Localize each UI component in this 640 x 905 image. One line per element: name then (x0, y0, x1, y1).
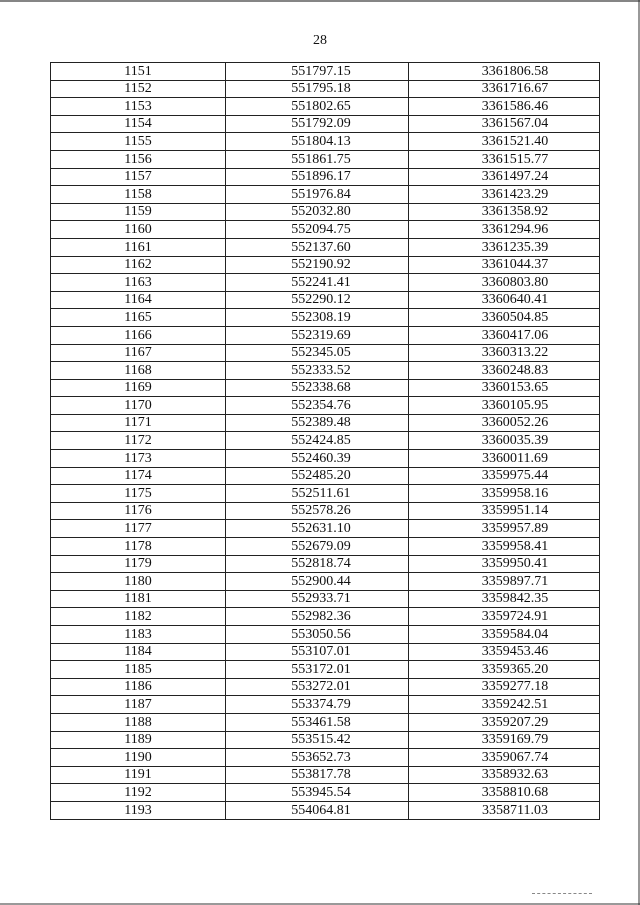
point-number-cell: 1190 (51, 749, 226, 767)
y-coordinate-cell: 3360248.83 (409, 362, 600, 380)
point-number-cell: 1160 (51, 221, 226, 239)
point-number-cell: 1177 (51, 520, 226, 538)
point-number-cell: 1193 (51, 801, 226, 819)
y-coordinate-cell: 3361716.67 (409, 80, 600, 98)
y-coordinate-cell: 3361586.46 (409, 98, 600, 116)
x-coordinate-cell: 553107.01 (226, 643, 409, 661)
coordinates-table-body (51, 63, 600, 820)
table-row (51, 379, 600, 397)
point-number-cell: 1186 (51, 678, 226, 696)
y-coordinate-cell: 3360417.06 (409, 326, 600, 344)
y-coordinate-cell: 3360313.22 (409, 344, 600, 362)
point-number-cell: 1168 (51, 362, 226, 380)
x-coordinate-cell: 551976.84 (226, 186, 409, 204)
y-coordinate-cell: 3358932.63 (409, 766, 600, 784)
x-coordinate-cell: 552900.44 (226, 573, 409, 591)
y-coordinate-cell: 3359951.14 (409, 502, 600, 520)
table-row (51, 98, 600, 116)
point-number-cell: 1170 (51, 397, 226, 415)
x-coordinate-cell: 552345.05 (226, 344, 409, 362)
point-number-cell: 1189 (51, 731, 226, 749)
table-row (51, 221, 600, 239)
point-number-cell: 1162 (51, 256, 226, 274)
point-number-cell: 1152 (51, 80, 226, 98)
point-number-cell: 1167 (51, 344, 226, 362)
table-row (51, 731, 600, 749)
y-coordinate-cell: 3361423.29 (409, 186, 600, 204)
point-number-cell: 1169 (51, 379, 226, 397)
y-coordinate-cell: 3361806.58 (409, 63, 600, 81)
table-row (51, 643, 600, 661)
y-coordinate-cell: 3359242.51 (409, 696, 600, 714)
point-number-cell: 1181 (51, 590, 226, 608)
table-row (51, 608, 600, 626)
table-row (51, 555, 600, 573)
y-coordinate-cell: 3360105.95 (409, 397, 600, 415)
point-number-cell: 1185 (51, 661, 226, 679)
point-number-cell: 1157 (51, 168, 226, 186)
x-coordinate-cell: 552290.12 (226, 291, 409, 309)
point-number-cell: 1171 (51, 414, 226, 432)
y-coordinate-cell: 3360035.39 (409, 432, 600, 450)
y-coordinate-cell: 3361567.04 (409, 115, 600, 133)
x-coordinate-cell: 552424.85 (226, 432, 409, 450)
point-number-cell: 1183 (51, 626, 226, 644)
table-row (51, 150, 600, 168)
point-number-cell: 1178 (51, 538, 226, 556)
x-coordinate-cell: 552094.75 (226, 221, 409, 239)
point-number-cell: 1191 (51, 766, 226, 784)
point-number-cell: 1166 (51, 326, 226, 344)
table-row (51, 133, 600, 151)
y-coordinate-cell: 3359169.79 (409, 731, 600, 749)
x-coordinate-cell: 553172.01 (226, 661, 409, 679)
table-row (51, 326, 600, 344)
x-coordinate-cell: 551861.75 (226, 150, 409, 168)
x-coordinate-cell: 551797.15 (226, 63, 409, 81)
point-number-cell: 1187 (51, 696, 226, 714)
table-row (51, 626, 600, 644)
table-row (51, 168, 600, 186)
table-row (51, 678, 600, 696)
x-coordinate-cell: 552460.39 (226, 450, 409, 468)
point-number-cell: 1159 (51, 203, 226, 221)
table-row (51, 397, 600, 415)
point-number-cell: 1164 (51, 291, 226, 309)
point-number-cell: 1172 (51, 432, 226, 450)
x-coordinate-cell: 552319.69 (226, 326, 409, 344)
y-coordinate-cell: 3359584.04 (409, 626, 600, 644)
scan-artifact-mark (532, 893, 592, 895)
y-coordinate-cell: 3361497.24 (409, 168, 600, 186)
y-coordinate-cell: 3359950.41 (409, 555, 600, 573)
y-coordinate-cell: 3358711.03 (409, 801, 600, 819)
table-row (51, 186, 600, 204)
y-coordinate-cell: 3361358.92 (409, 203, 600, 221)
y-coordinate-cell: 3361521.40 (409, 133, 600, 151)
y-coordinate-cell: 3359842.35 (409, 590, 600, 608)
x-coordinate-cell: 553515.42 (226, 731, 409, 749)
table-row (51, 432, 600, 450)
table-row (51, 696, 600, 714)
table-row (51, 309, 600, 327)
x-coordinate-cell: 552511.61 (226, 485, 409, 503)
point-number-cell: 1179 (51, 555, 226, 573)
table-row (51, 485, 600, 503)
x-coordinate-cell: 553817.78 (226, 766, 409, 784)
x-coordinate-cell: 552818.74 (226, 555, 409, 573)
x-coordinate-cell: 552137.60 (226, 238, 409, 256)
table-row (51, 238, 600, 256)
x-coordinate-cell: 551804.13 (226, 133, 409, 151)
point-number-cell: 1182 (51, 608, 226, 626)
scan-edge-top (0, 0, 640, 2)
y-coordinate-cell: 3359958.41 (409, 538, 600, 556)
x-coordinate-cell: 551802.65 (226, 98, 409, 116)
x-coordinate-cell: 553461.58 (226, 713, 409, 731)
y-coordinate-cell: 3359897.71 (409, 573, 600, 591)
table-row (51, 467, 600, 485)
table-row (51, 766, 600, 784)
table-row (51, 520, 600, 538)
x-coordinate-cell: 552389.48 (226, 414, 409, 432)
y-coordinate-cell: 3359207.29 (409, 713, 600, 731)
point-number-cell: 1153 (51, 98, 226, 116)
table-row (51, 573, 600, 591)
x-coordinate-cell: 551896.17 (226, 168, 409, 186)
point-number-cell: 1154 (51, 115, 226, 133)
x-coordinate-cell: 551792.09 (226, 115, 409, 133)
x-coordinate-cell: 552354.76 (226, 397, 409, 415)
table-row (51, 203, 600, 221)
table-row (51, 344, 600, 362)
x-coordinate-cell: 553945.54 (226, 784, 409, 802)
x-coordinate-cell: 553374.79 (226, 696, 409, 714)
y-coordinate-cell: 3360504.85 (409, 309, 600, 327)
table-row (51, 502, 600, 520)
table-row (51, 749, 600, 767)
x-coordinate-cell: 552308.19 (226, 309, 409, 327)
y-coordinate-cell: 3360052.26 (409, 414, 600, 432)
x-coordinate-cell: 552333.52 (226, 362, 409, 380)
table-row (51, 63, 600, 81)
x-coordinate-cell: 552679.09 (226, 538, 409, 556)
point-number-cell: 1180 (51, 573, 226, 591)
point-number-cell: 1163 (51, 274, 226, 292)
x-coordinate-cell: 553272.01 (226, 678, 409, 696)
point-number-cell: 1188 (51, 713, 226, 731)
x-coordinate-cell: 552338.68 (226, 379, 409, 397)
y-coordinate-cell: 3359957.89 (409, 520, 600, 538)
table-row (51, 256, 600, 274)
table-row (51, 362, 600, 380)
point-number-cell: 1165 (51, 309, 226, 327)
y-coordinate-cell: 3361515.77 (409, 150, 600, 168)
point-number-cell: 1156 (51, 150, 226, 168)
y-coordinate-cell: 3361235.39 (409, 238, 600, 256)
page-number: 28 (313, 33, 327, 48)
y-coordinate-cell: 3360640.41 (409, 291, 600, 309)
table-row (51, 115, 600, 133)
y-coordinate-cell: 3359453.46 (409, 643, 600, 661)
x-coordinate-cell: 551795.18 (226, 80, 409, 98)
y-coordinate-cell: 3360011.69 (409, 450, 600, 468)
table-row (51, 784, 600, 802)
coordinates-table (50, 62, 600, 820)
x-coordinate-cell: 552933.71 (226, 590, 409, 608)
y-coordinate-cell: 3360803.80 (409, 274, 600, 292)
y-coordinate-cell: 3361044.37 (409, 256, 600, 274)
x-coordinate-cell: 553050.56 (226, 626, 409, 644)
y-coordinate-cell: 3360153.65 (409, 379, 600, 397)
y-coordinate-cell: 3359365.20 (409, 661, 600, 679)
point-number-cell: 1173 (51, 450, 226, 468)
table-row (51, 590, 600, 608)
y-coordinate-cell: 3359958.16 (409, 485, 600, 503)
table-row (51, 291, 600, 309)
point-number-cell: 1161 (51, 238, 226, 256)
table-row (51, 450, 600, 468)
point-number-cell: 1174 (51, 467, 226, 485)
point-number-cell: 1176 (51, 502, 226, 520)
table-row (51, 538, 600, 556)
y-coordinate-cell: 3359975.44 (409, 467, 600, 485)
y-coordinate-cell: 3361294.96 (409, 221, 600, 239)
y-coordinate-cell: 3359277.18 (409, 678, 600, 696)
table-row (51, 274, 600, 292)
point-number-cell: 1175 (51, 485, 226, 503)
x-coordinate-cell: 554064.81 (226, 801, 409, 819)
x-coordinate-cell: 552631.10 (226, 520, 409, 538)
y-coordinate-cell: 3358810.68 (409, 784, 600, 802)
x-coordinate-cell: 552982.36 (226, 608, 409, 626)
x-coordinate-cell: 552578.26 (226, 502, 409, 520)
table-row (51, 713, 600, 731)
x-coordinate-cell: 552241.41 (226, 274, 409, 292)
point-number-cell: 1158 (51, 186, 226, 204)
point-number-cell: 1184 (51, 643, 226, 661)
table-row (51, 80, 600, 98)
y-coordinate-cell: 3359067.74 (409, 749, 600, 767)
table-row (51, 661, 600, 679)
table-row (51, 801, 600, 819)
x-coordinate-cell: 552032.80 (226, 203, 409, 221)
point-number-cell: 1192 (51, 784, 226, 802)
y-coordinate-cell: 3359724.91 (409, 608, 600, 626)
x-coordinate-cell: 552190.92 (226, 256, 409, 274)
x-coordinate-cell: 552485.20 (226, 467, 409, 485)
point-number-cell: 1151 (51, 63, 226, 81)
point-number-cell: 1155 (51, 133, 226, 151)
x-coordinate-cell: 553652.73 (226, 749, 409, 767)
table-row (51, 414, 600, 432)
